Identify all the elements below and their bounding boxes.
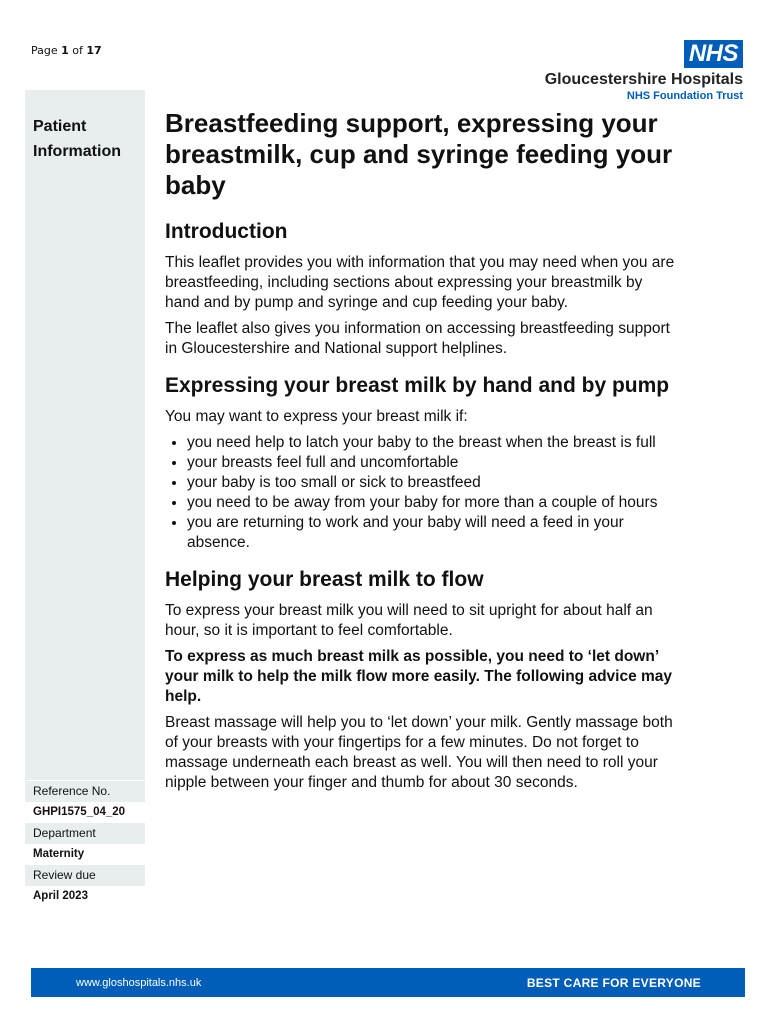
org-subtitle: NHS Foundation Trust [626,90,743,102]
flow-paragraph-3: Breast massage will help you to ‘let down’ your milk. Gently massage both of your breasts with your fingertips for a few minutes. Do not forget to massage underneath each breast as well. You will then need to roll your nipple between your finger and thumb for about 30 seconds. [165,714,673,791]
expressing-section [165,373,675,553]
document-meta [25,781,145,907]
list-item: • your baby is too small or sick to breastfeed [187,473,675,493]
list-item: • you are returning to work and your baby will need a feed in your absence. [187,513,675,553]
page-title: Breastfeeding support, expressing your breastmilk, cup and syringe feeding your baby [165,108,673,200]
list-item: • you need help to latch your baby to the breast when the breast is full [187,433,675,453]
page-prefix: Page [31,44,62,57]
page-total: 17 [86,44,102,57]
expressing-heading: Expressing your breast milk by hand and by pump [165,374,670,397]
sidebar-label-line2: Information [33,143,121,160]
reference-label: Reference No. [25,781,145,802]
footer-bar [31,968,745,997]
nhs-logo [513,40,743,102]
department-value: Maternity [25,845,145,864]
list-item: • you need to be away from your baby for more than a couple of hours [187,493,675,513]
reference-value: GHPI1575_04_20 [25,803,145,822]
department-label: Department [25,823,145,844]
sidebar-label [33,114,121,164]
intro-paragraph-2: The leaflet also gives you information on accessing breastfeeding support in Gloucestershire and National support helplines. [165,320,670,357]
sidebar-label-line1: Patient [33,118,87,135]
flow-paragraph-1: To express your breast milk you will need to sit upright for about half an hour, so it is important to feel comfortable. [165,602,653,639]
review-value: April 2023 [25,887,145,906]
list-item: • your breasts feel full and uncomfortable [187,453,675,473]
page-current: 1 [61,44,69,57]
org-name: Gloucestershire Hospitals [544,71,743,88]
flow-heading: Helping your breast milk to flow [165,568,484,591]
intro-paragraph-1: This leaflet provides you with information that you may need when you are breastfeeding, including sections about expressing your breastmilk by hand and by pump and syringe and cup feeding your baby. [165,254,675,311]
flow-section [165,567,675,793]
flow-paragraph-2: To express as much breast milk as possible, you need to ‘let down’ your milk to help the milk flow more easily. The following advice may help. [165,648,673,705]
intro-section [165,219,675,359]
intro-heading: Introduction [165,220,288,243]
main-content [165,108,675,799]
nhs-logo-box: NHS [684,40,743,68]
footer-slogan: BEST CARE FOR EVERYONE [526,976,701,990]
footer-url[interactable]: www.gloshospitals.nhs.uk [76,977,202,989]
page-number [31,44,102,57]
expressing-lead: You may want to express your breast milk if: [165,408,468,425]
expressing-list [165,433,675,553]
page-of: of [68,44,87,57]
sidebar [25,90,145,780]
review-label: Review due [25,865,145,886]
